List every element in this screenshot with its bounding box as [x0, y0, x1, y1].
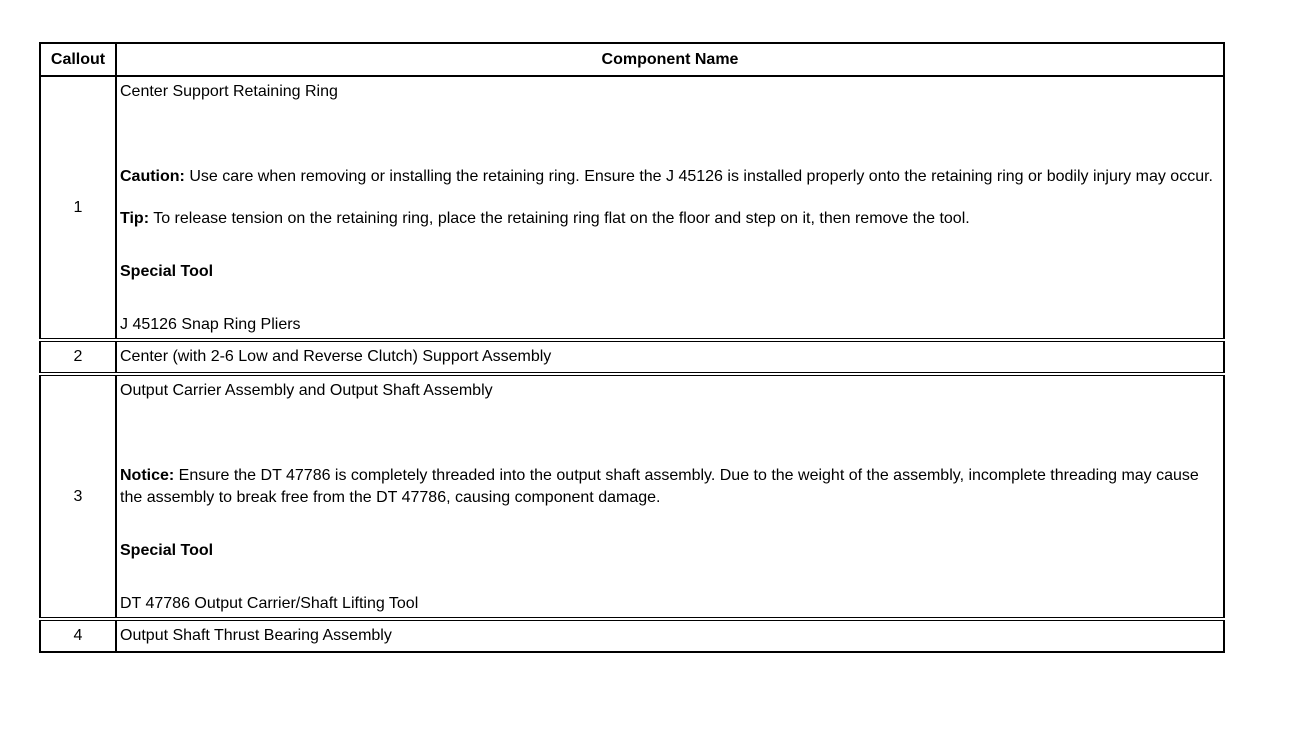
table-row [40, 340, 1224, 374]
component-cell [116, 374, 1224, 619]
component-table-container [39, 42, 1223, 653]
callout-cell: 3 [40, 374, 116, 619]
tip-label: Tip: [120, 210, 150, 227]
special-tool-label: Special Tool [120, 263, 214, 280]
special-tool-name: J 45126 Snap Ring Pliers [120, 316, 301, 333]
special-tool-label: Special Tool [120, 542, 214, 559]
notice-note [120, 465, 1217, 509]
header-callout: Callout [40, 43, 116, 76]
caution-note [120, 166, 1217, 188]
callout-cell: 4 [40, 619, 116, 652]
caution-text: Use care when removing or installing the retaining ring. Ensure the J 45126 is installed properly onto the retaining ring or bodily injury may occur. [184, 168, 1213, 185]
table-row [40, 619, 1224, 652]
callout-cell: 2 [40, 340, 116, 374]
tip-text: To release tension on the retaining ring, place the retaining ring flat on the floor and step on it, then remove the tool. [149, 210, 970, 227]
component-name: Center (with 2-6 Low and Reverse Clutch) Support Assembly [116, 340, 1224, 374]
component-name: Output Carrier Assembly and Output Shaft Assembly [120, 382, 493, 399]
notice-text: Ensure the DT 47786 is completely threaded into the output shaft assembly. Due to the weight of the assembly, incomplete threading may cause the assembly to break free from the DT 47786, causing component damage. [120, 467, 1199, 506]
header-component-name: Component Name [116, 43, 1224, 76]
component-name: Output Shaft Thrust Bearing Assembly [116, 619, 1224, 652]
caution-label: Caution: [120, 168, 185, 185]
component-cell [116, 76, 1224, 340]
tip-note [120, 208, 1217, 230]
table-header-row [40, 43, 1224, 76]
component-name: Center Support Retaining Ring [120, 83, 338, 100]
notice-label: Notice: [120, 467, 175, 484]
component-table [39, 42, 1225, 653]
callout-cell: 1 [40, 76, 116, 340]
table-row [40, 76, 1224, 340]
table-row [40, 374, 1224, 619]
special-tool-name: DT 47786 Output Carrier/Shaft Lifting Tool [120, 595, 419, 612]
